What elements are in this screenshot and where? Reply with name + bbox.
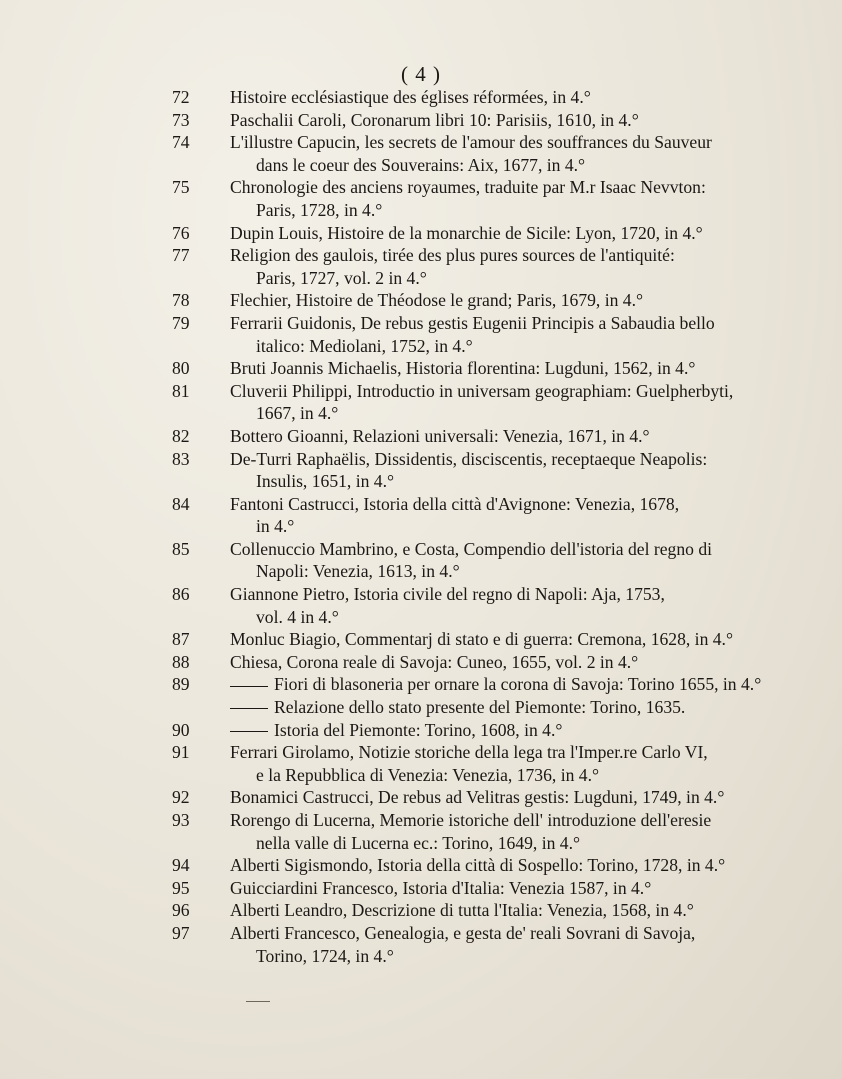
- entry-text-continued: vol. 4 in 4.°: [256, 606, 339, 627]
- entry-text: Collenuccio Mambrino, e Costa, Compendio dell'istoria del regno di: [230, 538, 713, 559]
- entry-text-content: Relazione dello stato presente del Piemonte: Torino, 1635.: [274, 697, 686, 718]
- entry-text-continued: Insulis, 1651, in 4.°: [256, 471, 395, 492]
- ditto-dash: [230, 686, 268, 687]
- entry-number: 95: [172, 877, 190, 898]
- entry-text: Rorengo di Lucerna, Memorie istoriche dell' introduzione dell'eresie: [230, 810, 712, 830]
- entry-text: Chronologie des anciens royaumes, traduite par M.r Isaac Nevvton:: [230, 177, 706, 198]
- entry-number: 76: [172, 222, 190, 243]
- entry-number: 92: [172, 787, 190, 808]
- entry-number: 78: [172, 290, 190, 311]
- entry-text-continued: Torino, 1724, in 4.°: [256, 945, 394, 966]
- list-item: [172, 538, 772, 583]
- list-item: [172, 131, 772, 176]
- entry-number: 89: [172, 674, 190, 695]
- list-item: [172, 719, 772, 742]
- entry-text: Flechier, Histoire de Théodose le grand; Paris, 1679, in 4.°: [230, 290, 644, 311]
- entry-number: 82: [172, 425, 190, 446]
- entry-text-content: Fiori di blasoneria per ornare la corona di Savoja: Torino 1655, in 4.°: [274, 674, 762, 695]
- entry-text: [172, 696, 772, 719]
- entry-number: 86: [172, 584, 190, 605]
- entry-text: Cluverii Philippi, Introductio in universam geographiam: Guelpherbyti,: [230, 380, 734, 401]
- entry-number: 77: [172, 245, 190, 266]
- list-item: [172, 222, 772, 245]
- entry-text: Giannone Pietro, Istoria civile del regno di Napoli: Aja, 1753,: [230, 584, 665, 605]
- page-number: ( 4 ): [401, 62, 441, 86]
- entry-text: Religion des gaulois, tirée des plus pures sources de l'antiquité:: [230, 245, 675, 266]
- list-item: [172, 583, 772, 628]
- entry-number: 79: [172, 312, 190, 333]
- entry-text-continued: Napoli: Venezia, 1613, in 4.°: [256, 561, 460, 582]
- bottom-rule: [246, 1001, 270, 1002]
- ditto-dash: [230, 708, 268, 709]
- entry-text: L'illustre Capucin, les secrets de l'amour des souffrances du Sauveur: [230, 132, 712, 153]
- entry-text: Ferrari Girolamo, Notizie storiche della lega tra l'Imper.re Carlo VI,: [230, 742, 708, 763]
- list-item: [172, 673, 772, 696]
- bibliography-list: [172, 86, 772, 967]
- entry-text: Alberti Francesco, Genealogia, e gesta de' reali Sovrani di Savoja,: [230, 922, 696, 943]
- entry-text: Dupin Louis, Histoire de la monarchie de Sicile: Lyon, 1720, in 4.°: [230, 222, 703, 243]
- entry-text-continued: Paris, 1727, vol. 2 in 4.°: [256, 267, 427, 288]
- entry-number: 85: [172, 538, 190, 559]
- entry-number: 97: [172, 922, 190, 943]
- list-item: [172, 651, 772, 674]
- entry-text: Ferrarii Guidonis, De rebus gestis Eugenii Principis a Sabaudia bello: [230, 312, 715, 333]
- list-item: [172, 425, 772, 448]
- entry-text: Bruti Joannis Michaelis, Historia florentina: Lugduni, 1562, in 4.°: [230, 358, 696, 379]
- list-item: [172, 628, 772, 651]
- ditto-dash: [230, 731, 268, 732]
- entry-text-continued: italico: Mediolani, 1752, in 4.°: [256, 335, 473, 356]
- list-item: [172, 380, 772, 425]
- entry-number: 72: [172, 87, 190, 107]
- entry-text-continued: nella valle di Lucerna ec.: Torino, 1649, in 4.°: [256, 832, 581, 853]
- list-item: [172, 877, 772, 900]
- entry-text: Alberti Sigismondo, Istoria della città di Sospello: Torino, 1728, in 4.°: [230, 855, 726, 876]
- entry-text: [172, 673, 772, 696]
- entry-number: 74: [172, 132, 190, 153]
- entry-text-continued: Paris, 1728, in 4.°: [256, 199, 383, 220]
- list-item: [172, 289, 772, 312]
- entry-number: 88: [172, 651, 190, 672]
- entry-text: De-Turri Raphaëlis, Dissidentis, disciscentis, receptaeque Neapolis:: [230, 448, 708, 469]
- entry-number: 83: [172, 448, 190, 469]
- list-item: [172, 244, 772, 289]
- entry-number: 80: [172, 358, 190, 379]
- entry-text: Guicciardini Francesco, Istoria d'Italia: Venezia 1587, in 4.°: [230, 877, 652, 898]
- entry-text-continued: in 4.°: [256, 516, 295, 537]
- list-item: [172, 741, 772, 786]
- entry-number: 96: [172, 900, 190, 921]
- entry-number: 73: [172, 109, 190, 130]
- entry-text: Alberti Leandro, Descrizione di tutta l'Italia: Venezia, 1568, in 4.°: [230, 900, 694, 921]
- entry-text-continued: 1667, in 4.°: [256, 403, 339, 424]
- list-item: [172, 899, 772, 922]
- entry-text: Monluc Biagio, Commentarj di stato e di guerra: Cremona, 1628, in 4.°: [230, 629, 733, 650]
- entry-text: [172, 719, 772, 742]
- list-item: [172, 176, 772, 221]
- entry-text: Paschalii Caroli, Coronarum libri 10: Parisiis, 1610, in 4.°: [230, 109, 639, 130]
- list-item: [172, 809, 772, 854]
- list-item: [172, 786, 772, 809]
- list-item: [172, 357, 772, 380]
- entry-number: 84: [172, 493, 190, 514]
- entry-number: 75: [172, 177, 190, 198]
- entry-text: Fantoni Castrucci, Istoria della città d'Avignone: Venezia, 1678,: [230, 493, 680, 514]
- entry-number: 87: [172, 629, 190, 650]
- entry-text-continued: e la Repubblica di Venezia: Venezia, 1736, in 4.°: [256, 764, 600, 785]
- entry-text: Bonamici Castrucci, De rebus ad Velitras gestis: Lugduni, 1749, in 4.°: [230, 787, 725, 808]
- list-item: [172, 493, 772, 538]
- entry-text: Chiesa, Corona reale di Savoja: Cuneo, 1655, vol. 2 in 4.°: [230, 651, 639, 672]
- entry-text: Histoire ecclésiastique des églises réformées, in 4.°: [230, 87, 591, 107]
- list-item: [172, 922, 772, 967]
- list-item: [172, 448, 772, 493]
- entry-text-content: Istoria del Piemonte: Torino, 1608, in 4.°: [274, 719, 563, 740]
- entry-text: Bottero Gioanni, Relazioni universali: Venezia, 1671, in 4.°: [230, 425, 650, 446]
- entry-text-continued: dans le coeur des Souverains: Aix, 1677, in 4.°: [256, 154, 586, 175]
- list-item: [172, 109, 772, 132]
- entry-number: 94: [172, 855, 190, 876]
- list-item: [172, 854, 772, 877]
- list-item: [172, 696, 772, 719]
- entry-number: 81: [172, 380, 190, 401]
- entry-number: 91: [172, 742, 190, 763]
- list-item: [172, 86, 772, 109]
- list-item: [172, 312, 772, 357]
- entry-number: 90: [172, 719, 190, 740]
- entry-number: 93: [172, 810, 190, 830]
